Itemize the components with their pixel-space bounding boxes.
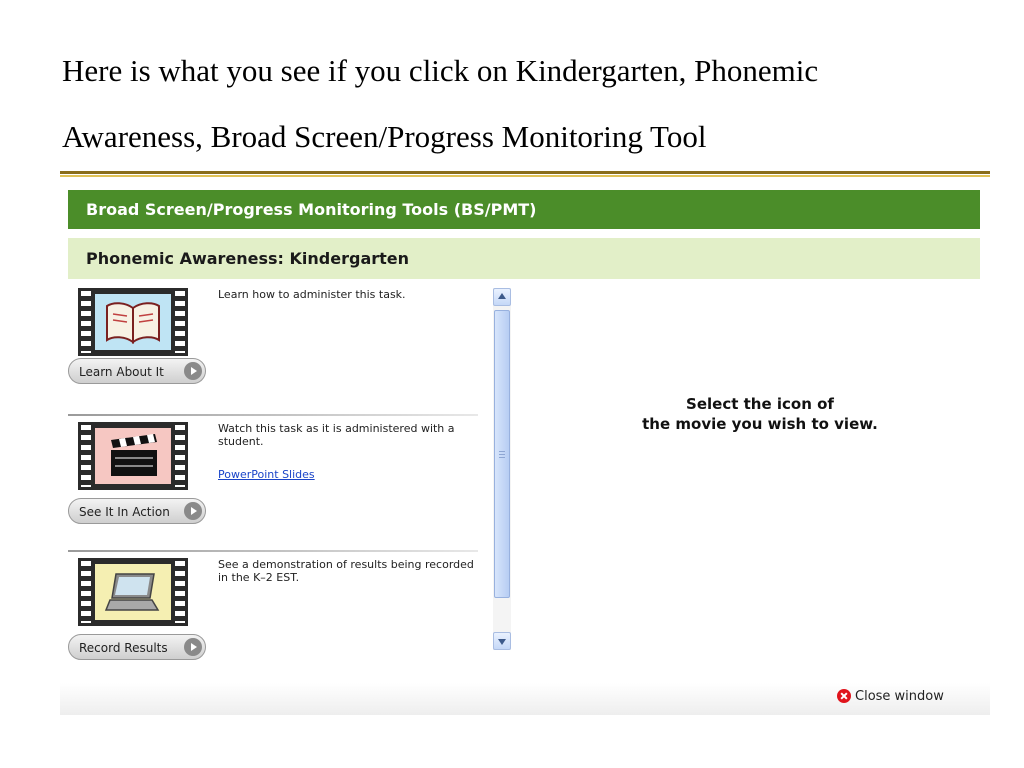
book-icon: [95, 294, 171, 350]
action-description: Watch this task as it is administered with a student.: [218, 422, 455, 448]
film-holes-left: [81, 561, 91, 623]
slide-title-line-1: Here is what you see if you click on Kindergarten, Phonemic: [62, 53, 819, 88]
learn-description: Learn how to administer this task.: [218, 288, 406, 301]
record-results-label: Record Results: [79, 641, 168, 655]
movie-item-action: [68, 418, 478, 548]
close-window-label: Close window: [855, 689, 944, 704]
movie-list: [68, 284, 492, 655]
close-icon: [837, 689, 851, 703]
record-results-button[interactable]: [68, 634, 206, 660]
slide-title: [62, 38, 992, 170]
filmstrip-thumbnail[interactable]: [78, 558, 188, 626]
powerpoint-slides-link[interactable]: PowerPoint Slides: [218, 468, 315, 481]
instruction-line-1: Select the icon of: [686, 395, 834, 413]
window-header: Broad Screen/Progress Monitoring Tools (BS/PMT): [68, 190, 980, 229]
learn-about-it-label: Learn About It: [79, 365, 164, 379]
scroll-thumb[interactable]: [494, 310, 510, 598]
film-holes-right: [175, 561, 185, 623]
title-rule-dark: [60, 171, 990, 174]
clapperboard-icon: [95, 428, 171, 484]
scroll-down-button[interactable]: [493, 632, 511, 650]
film-holes-left: [81, 291, 91, 353]
window-subheader: Phonemic Awareness: Kindergarten: [68, 238, 980, 279]
laptop-icon: [95, 564, 171, 620]
play-icon: [184, 638, 202, 656]
play-icon: [184, 362, 202, 380]
item-divider: [68, 550, 478, 552]
film-holes-right: [175, 425, 185, 487]
see-it-in-action-label: See It In Action: [79, 505, 170, 519]
film-holes-left: [81, 425, 91, 487]
slide-title-line-2: Awareness, Broad Screen/Progress Monitoring Tool: [62, 119, 707, 154]
close-window-button[interactable]: [837, 689, 944, 709]
filmstrip-thumbnail[interactable]: [78, 422, 188, 490]
item-divider: [68, 414, 478, 416]
video-window: [60, 184, 990, 715]
record-description: See a demonstration of results being recorded in the K–2 EST.: [218, 558, 474, 584]
movie-item-record: [68, 554, 478, 654]
learn-about-it-button[interactable]: [68, 358, 206, 384]
filmstrip-thumbnail[interactable]: [78, 288, 188, 356]
instruction-line-2: the movie you wish to view.: [642, 415, 878, 433]
instruction-text: [560, 394, 960, 434]
play-icon: [184, 502, 202, 520]
window-footer: [60, 683, 990, 715]
grip-icon: [499, 451, 505, 459]
list-scrollbar[interactable]: [493, 288, 511, 650]
film-holes-right: [175, 291, 185, 353]
see-it-in-action-button[interactable]: [68, 498, 206, 524]
scroll-up-button[interactable]: [493, 288, 511, 306]
chevron-up-icon: [498, 293, 506, 299]
title-rule-gold: [60, 175, 990, 177]
chevron-down-icon: [498, 639, 506, 645]
movie-item-learn: [68, 284, 478, 412]
